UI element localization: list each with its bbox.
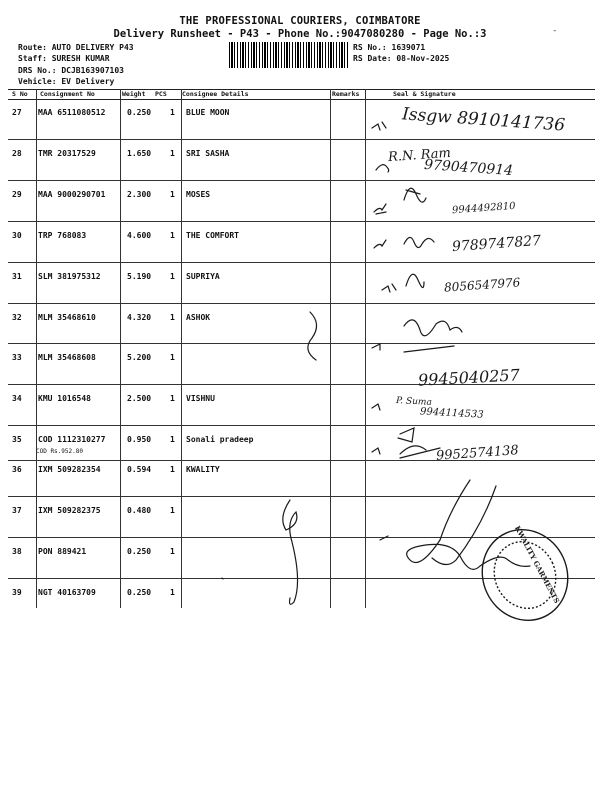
consignment-number: MLM 35468610 bbox=[38, 313, 96, 322]
pieces-count: 1 bbox=[170, 190, 175, 199]
serial-number: 34 bbox=[12, 394, 22, 403]
consignee-name: SRI SASHA bbox=[186, 149, 230, 158]
weight-value: 4.320 bbox=[127, 313, 152, 322]
consignee-name: SUPRIYA bbox=[186, 272, 220, 281]
pieces-count: 1 bbox=[170, 353, 175, 362]
serial-number: 28 bbox=[12, 149, 22, 158]
pieces-count: 1 bbox=[170, 272, 175, 281]
serial-number: 37 bbox=[12, 506, 22, 515]
weight-value: 0.950 bbox=[127, 435, 152, 444]
consignment-number: SLM 381975312 bbox=[38, 272, 101, 281]
consignment-number: TRP 768083 bbox=[38, 231, 87, 240]
consignee-name: THE COMFORT bbox=[186, 231, 239, 240]
column-divider bbox=[120, 89, 121, 608]
consignee-name: KWALITY bbox=[186, 465, 220, 474]
staff-label: Staff: SURESH KUMAR bbox=[18, 54, 110, 63]
weight-value: 2.300 bbox=[127, 190, 152, 199]
serial-number: 30 bbox=[12, 231, 22, 240]
consignee-name: Sonali pradeep bbox=[186, 435, 254, 444]
pieces-count: 1 bbox=[170, 465, 175, 474]
consignment-number: PON 889421 bbox=[38, 547, 87, 556]
consignee-name: VISHNU bbox=[186, 394, 215, 403]
serial-number: 27 bbox=[12, 108, 22, 117]
consignment-number: MLM 35468608 bbox=[38, 353, 96, 362]
column-header: Consignment No bbox=[40, 90, 95, 98]
signature-text: Issgw 8910141736 bbox=[401, 104, 566, 136]
pieces-count: 1 bbox=[170, 394, 175, 403]
serial-number: 32 bbox=[12, 313, 22, 322]
pieces-count: 1 bbox=[170, 506, 175, 515]
signature-text: 9789747827 bbox=[451, 232, 542, 256]
column-header: Seal & Signature bbox=[393, 90, 456, 98]
weight-value: 1.650 bbox=[127, 149, 152, 158]
column-header: Weight bbox=[122, 90, 146, 98]
consignee-name: ASHOK bbox=[186, 313, 211, 322]
consignment-number: KMU 1016548 bbox=[38, 394, 91, 403]
consignment-number: COD 1112310277 bbox=[38, 435, 106, 444]
corner-mark: - bbox=[552, 26, 558, 36]
consignment-number: MAA 9000290701 bbox=[38, 190, 106, 199]
consignment-number: IXM 509282375 bbox=[38, 506, 101, 515]
signature-text: P. Suma bbox=[395, 396, 433, 408]
consignee-name: MOSES bbox=[186, 190, 211, 199]
consignment-number: TMR 20317529 bbox=[38, 149, 96, 158]
pieces-count: 1 bbox=[170, 588, 175, 597]
pieces-count: 1 bbox=[170, 231, 175, 240]
table-row bbox=[8, 385, 595, 426]
rs-number: RS No.: 1639071 bbox=[353, 43, 426, 52]
consignee-name: BLUE MOON bbox=[186, 108, 230, 117]
consignment-number: IXM 509282354 bbox=[38, 465, 101, 474]
consignment-number: NGT 40163709 bbox=[38, 588, 96, 597]
weight-value: 5.200 bbox=[127, 353, 152, 362]
vehicle-label: Vehicle: EV Delivery bbox=[18, 77, 115, 86]
weight-value: 0.250 bbox=[127, 108, 152, 117]
document-subtitle: Delivery Runsheet - P43 - Phone No.:9047080280 - Page No.:3 bbox=[113, 28, 487, 40]
column-header: Remarks bbox=[332, 90, 360, 98]
signature-text: 9952574138 bbox=[435, 443, 520, 464]
pieces-count: 1 bbox=[170, 313, 175, 322]
table-row bbox=[8, 579, 595, 607]
pieces-count: 1 bbox=[170, 435, 175, 444]
table-row bbox=[8, 304, 595, 344]
signature-text: 9944114533 bbox=[419, 406, 484, 421]
pieces-count: 1 bbox=[170, 108, 175, 117]
column-header: PCS bbox=[155, 90, 167, 98]
serial-number: 35 bbox=[12, 435, 22, 444]
serial-number: 33 bbox=[12, 353, 22, 362]
signature-text: 8056547976 bbox=[443, 275, 521, 295]
signature-text: 9790470914 bbox=[423, 156, 514, 180]
table-row bbox=[8, 497, 595, 538]
weight-value: 5.190 bbox=[127, 272, 152, 281]
weight-value: 0.250 bbox=[127, 547, 152, 556]
column-divider bbox=[36, 89, 37, 608]
serial-number: 36 bbox=[12, 465, 22, 474]
serial-number: 31 bbox=[12, 272, 22, 281]
column-header: S No bbox=[12, 90, 28, 98]
serial-number: 38 bbox=[12, 547, 22, 556]
pieces-count: 1 bbox=[170, 547, 175, 556]
document-title: THE PROFESSIONAL COURIERS, COIMBATORE bbox=[179, 15, 421, 27]
consignment-number: MAA 6511080512 bbox=[38, 108, 106, 117]
table-row bbox=[8, 461, 595, 497]
table-row bbox=[8, 538, 595, 579]
signature-text: 9944492810 bbox=[451, 200, 516, 217]
route-label: Route: AUTO DELIVERY P43 bbox=[18, 43, 134, 52]
stamp-text: KWALITY GARMENTS bbox=[512, 524, 562, 605]
serial-number: 29 bbox=[12, 190, 22, 199]
signature-text: R.N. Ram bbox=[387, 145, 452, 166]
signature-text: 9945040257 bbox=[417, 365, 521, 390]
runsheet-barcode bbox=[229, 42, 349, 68]
pieces-count: 1 bbox=[170, 149, 175, 158]
weight-value: 2.500 bbox=[127, 394, 152, 403]
weight-value: 4.600 bbox=[127, 231, 152, 240]
weight-value: 0.250 bbox=[127, 588, 152, 597]
weight-value: 0.480 bbox=[127, 506, 152, 515]
column-header: Consignee Details bbox=[182, 90, 249, 98]
column-divider bbox=[181, 89, 182, 608]
column-divider bbox=[365, 89, 366, 608]
rs-date: RS Date: 08-Nov-2025 bbox=[353, 54, 450, 63]
weight-value: 0.594 bbox=[127, 465, 152, 474]
cod-amount: COD Rs.952.80 bbox=[36, 448, 83, 455]
serial-number: 39 bbox=[12, 588, 22, 597]
drs-number: DRS No.: DCJB163907103 bbox=[18, 66, 124, 75]
column-divider bbox=[330, 89, 331, 608]
